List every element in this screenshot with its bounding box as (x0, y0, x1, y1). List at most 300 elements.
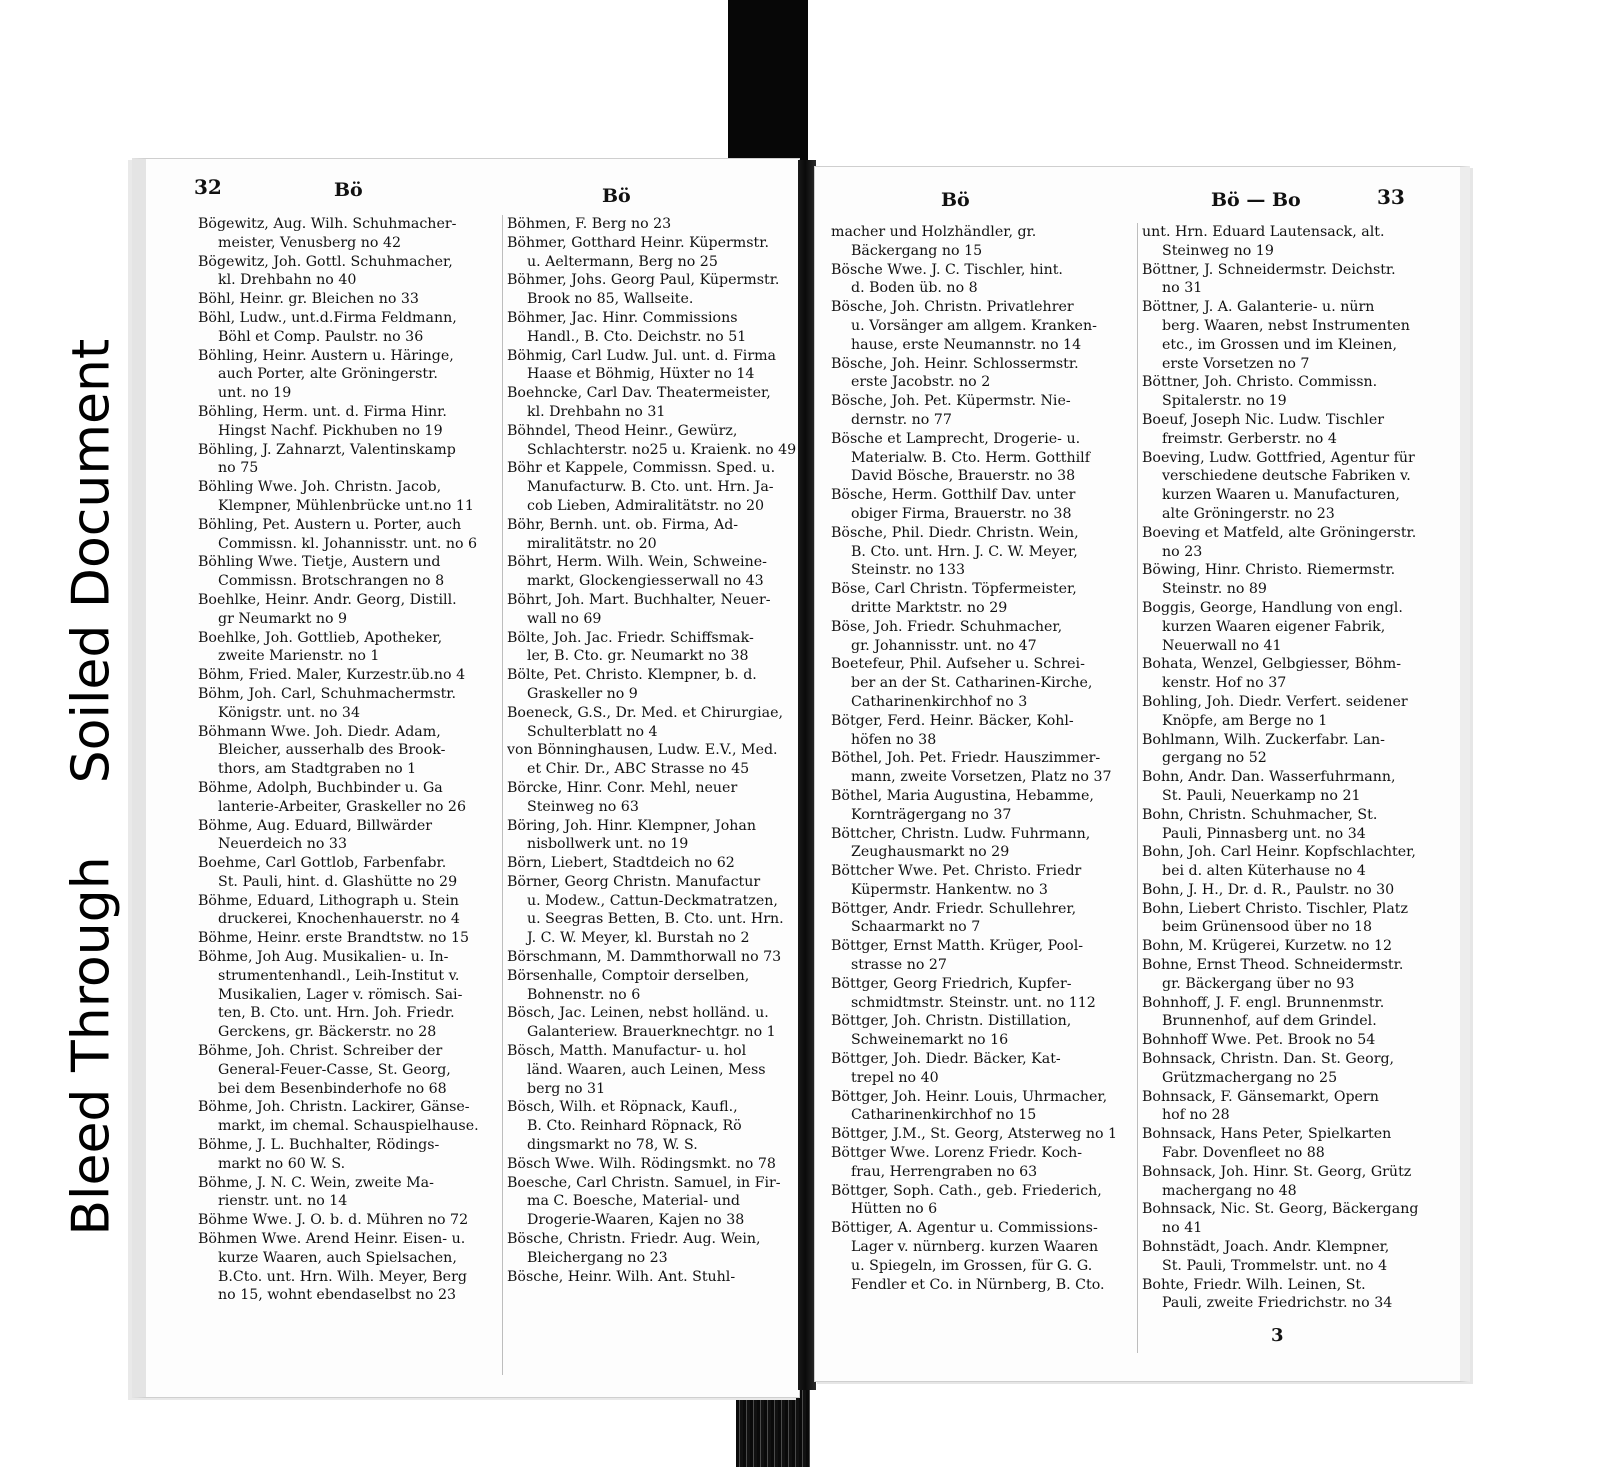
entry-continuation-line: zweite Marienstr. no 1 (218, 648, 380, 665)
directory-entry (507, 967, 800, 1005)
signature-mark: 3 (1271, 1325, 1284, 1346)
entry-name-line: Böhme Wwe. J. O. b. d. Mühren no 72 (198, 1212, 469, 1229)
entry-continuation-line: berg no 31 (527, 1080, 606, 1097)
entry-name-line: Bohling, Joh. Diedr. Verfert. seidener (1142, 693, 1408, 710)
directory-entry (831, 524, 1133, 580)
entry-continuation-line: hause, erste Neumannstr. no 14 (851, 336, 1082, 353)
entry-name-line: Bölte, Pet. Christo. Klempner, b. d. (507, 667, 757, 684)
entry-continuation-line: Graskeller no 9 (527, 685, 638, 702)
left-page (132, 158, 800, 1398)
directory-entry (831, 392, 1133, 430)
directory-entry (507, 666, 800, 704)
directory-entry (831, 1182, 1133, 1220)
entry-continuation-line: trepel no 40 (851, 1069, 939, 1086)
directory-entry (507, 1155, 800, 1174)
entry-continuation-line: Galanteriew. Brauerknechtgr. no 1 (527, 1024, 776, 1041)
directory-entry (1142, 1200, 1443, 1238)
entry-name-line: Böthel, Maria Augustina, Hebamme, (831, 787, 1094, 804)
entry-name-line: Böhme, Joh. Christn. Lackirer, Gänse- (198, 1099, 470, 1116)
entry-name-line: Böttger, Joh. Diedr. Bäcker, Kat- (831, 1051, 1061, 1068)
entry-continuation-line: wall no 69 (527, 610, 602, 627)
entry-name-line: Böhrt, Herm. Wilh. Wein, Schweine- (507, 554, 767, 571)
entry-continuation-line: länd. Waaren, auch Leinen, Mess (527, 1061, 766, 1078)
directory-entry (198, 1211, 498, 1230)
directory-column-4 (1137, 223, 1443, 1353)
directory-entry (198, 929, 498, 948)
entry-continuation-line: Grützmachergang no 25 (1162, 1069, 1338, 1086)
directory-entry (507, 854, 800, 873)
entry-name-line: Böhmer, Gotthard Heinr. Küpermstr. (507, 234, 769, 251)
directory-entry (831, 787, 1133, 825)
entry-name-line: Bohlmann, Wilh. Zuckerfabr. Lan- (1142, 731, 1385, 748)
entry-name-line: Bösch Wwe. Wilh. Rödingsmkt. no 78 (507, 1155, 776, 1172)
entry-continuation-line: Schweinemarkt no 16 (851, 1032, 1009, 1049)
entry-continuation-line: Drogerie-Waaren, Kajen no 38 (527, 1212, 745, 1229)
directory-entry (831, 223, 1133, 261)
directory-entry (1142, 693, 1443, 731)
directory-entry (1142, 731, 1443, 769)
directory-entry (198, 309, 498, 347)
entry-continuation-line: no 31 (1162, 280, 1203, 297)
entry-continuation-line: nisbollwerk unt. no 19 (527, 836, 689, 853)
directory-entry (507, 741, 800, 779)
entry-continuation-line: gr Neumarkt no 9 (218, 610, 348, 627)
directory-entry (198, 854, 498, 892)
directory-entry (1142, 1088, 1443, 1126)
directory-entry (507, 873, 800, 948)
entry-name-line: Bösche, Christn. Friedr. Aug. Wein, (507, 1231, 761, 1248)
entry-continuation-line: dritte Marktstr. no 29 (851, 599, 1008, 616)
bleed-through-text: Bleed Through (61, 856, 122, 1236)
entry-name-line: Böhme, J. N. C. Wein, zweite Ma- (198, 1174, 434, 1191)
entry-continuation-line: no 23 (1162, 543, 1203, 560)
entry-name-line: Böttiger, A. Agentur u. Commissions- (831, 1220, 1098, 1237)
directory-entry (198, 892, 498, 930)
directory-entry (198, 215, 498, 253)
directory-entry (1142, 223, 1443, 261)
entry-continuation-line: no 15, wohnt ebendaselbst no 23 (218, 1287, 457, 1304)
directory-entry (831, 712, 1133, 750)
directory-entry (198, 1174, 498, 1212)
entry-continuation-line: Schulterblatt no 4 (527, 723, 658, 740)
entry-name-line: Böttger, Ernst Matth. Krüger, Pool- (831, 938, 1084, 955)
entry-name-line: Börschmann, M. Dammthorwall no 73 (507, 949, 782, 966)
entry-name-line: Böhling Wwe. Joh. Christn. Jacob, (198, 479, 442, 496)
entry-continuation-line: meister, Venusberg no 42 (218, 234, 401, 251)
entry-continuation-line: frau, Herrengraben no 63 (851, 1163, 1038, 1180)
entry-name-line: Bohnsack, Christn. Dan. St. Georg, (1142, 1051, 1395, 1068)
directory-entry (198, 253, 498, 291)
directory-entry (1142, 900, 1443, 938)
directory-entry (198, 817, 498, 855)
entry-continuation-line: Steinweg no 19 (1162, 242, 1274, 259)
entry-name-line: Böhling, Herm. unt. d. Firma Hinr. (198, 403, 447, 420)
directory-entry (198, 441, 498, 479)
entry-continuation-line: alte Gröningerstr. no 23 (1162, 505, 1335, 522)
directory-entry (1142, 599, 1443, 655)
entry-name-line: Bohne, Ernst Theod. Schneidermstr. (1142, 957, 1404, 974)
entry-name-line: Böse, Carl Christn. Töpfermeister, (831, 581, 1077, 598)
directory-entry (507, 347, 800, 385)
entry-continuation-line: B.Cto. unt. Hrn. Wilh. Meyer, Berg (218, 1268, 467, 1285)
entry-name-line: Boeving et Matfeld, alte Gröningerstr. (1142, 524, 1417, 541)
right-page-number: 33 (1377, 185, 1405, 209)
directory-entry (1142, 1031, 1443, 1050)
entry-continuation-line: strumentenhandl., Leih-Institut v. (218, 967, 460, 984)
entry-continuation-line: auch Porter, alte Gröningerstr. (218, 366, 438, 383)
entry-name-line: Böhm, Joh. Carl, Schuhmachermstr. (198, 685, 457, 702)
entry-name-line: Bohnhoff, J. F. engl. Brunnenmstr. (1142, 994, 1385, 1011)
entry-continuation-line: bei dem Besenbinderhofe no 68 (218, 1080, 447, 1097)
entry-continuation-line: ma C. Boesche, Material- und (527, 1193, 740, 1210)
entry-continuation-line: Gerckens, gr. Bäckerstr. no 28 (218, 1024, 437, 1041)
directory-column-2 (502, 215, 800, 1375)
directory-entry (831, 486, 1133, 524)
directory-entry (507, 384, 800, 422)
directory-entry (507, 459, 800, 515)
entry-name-line: Bohn, M. Krügerei, Kurzetw. no 12 (1142, 938, 1393, 955)
directory-entry (198, 553, 498, 591)
entry-name-line: Bohnstädt, Joach. Andr. Klempner, (1142, 1239, 1390, 1256)
entry-name-line: Boehlke, Joh. Gottlieb, Apotheker, (198, 629, 443, 646)
directory-entry (507, 704, 800, 742)
entry-continuation-line: rienstr. unt. no 14 (218, 1193, 348, 1210)
directory-entry (198, 629, 498, 667)
directory-entry (1142, 1238, 1443, 1276)
entry-continuation-line: kurze Waaren, auch Spielsachen, (218, 1249, 457, 1266)
entry-name-line: Boehncke, Carl Dav. Theatermeister, (507, 385, 771, 402)
entry-name-line: Böttner, J. A. Galanterie- u. nürn (1142, 299, 1375, 316)
entry-continuation-line: Fendler et Co. in Nürnberg, B. Cto. (851, 1276, 1105, 1293)
directory-entry (831, 825, 1133, 863)
entry-continuation-line: Bleicher, ausserhalb des Brook- (218, 742, 446, 759)
directory-entry (507, 215, 800, 234)
entry-continuation-line: machergang no 48 (1162, 1182, 1297, 1199)
directory-entry (1142, 1163, 1443, 1201)
directory-entry (1142, 1050, 1443, 1088)
left-running-head-1: Bö (334, 179, 363, 201)
entry-continuation-line: erste Jacobstr. no 2 (851, 374, 991, 391)
entry-name-line: Bösche, Joh. Heinr. Schlossermstr. (831, 355, 1079, 372)
entry-name-line: Böhling Wwe. Tietje, Austern und (198, 554, 441, 571)
entry-continuation-line: etc., im Grossen und im Kleinen, (1162, 336, 1397, 353)
entry-continuation-line: u. Aeltermann, Berg no 25 (527, 253, 718, 270)
entry-name-line: Böhme, J. L. Buchhalter, Rödings- (198, 1137, 440, 1154)
directory-entry (507, 1174, 800, 1230)
entry-name-line: Boeuf, Joseph Nic. Ludw. Tischler (1142, 411, 1385, 428)
directory-entry (831, 580, 1133, 618)
entry-name-line: Böttner, J. Schneidermstr. Deichstr. (1142, 261, 1396, 278)
entry-name-line: Bösch, Matth. Manufactur- u. hol (507, 1043, 747, 1060)
entry-name-line: Böhme, Eduard, Lithograph u. Stein (198, 892, 459, 909)
entry-continuation-line: Steinstr. no 89 (1162, 581, 1267, 598)
directory-entry (831, 900, 1133, 938)
directory-entry (831, 655, 1133, 711)
entry-name-line: Bölte, Joh. Jac. Friedr. Schiffsmak- (507, 629, 754, 646)
directory-entry (507, 422, 800, 460)
directory-entry (1142, 806, 1443, 844)
entry-continuation-line: Hingst Nachf. Pickhuben no 19 (218, 422, 443, 439)
entry-name-line: Böttger, Georg Friedrich, Kupfer- (831, 975, 1072, 992)
directory-entry (1142, 449, 1443, 524)
directory-entry (831, 975, 1133, 1013)
entry-continuation-line: höfen no 38 (851, 731, 937, 748)
directory-entry (507, 553, 800, 591)
entry-name-line: Böhl, Ludw., unt.d.Firma Feldmann, (198, 309, 457, 326)
entry-continuation-line: J. C. W. Meyer, kl. Burstah no 2 (527, 930, 750, 947)
directory-column-3 (831, 223, 1133, 1353)
right-running-head-1: Bö (941, 189, 970, 211)
directory-entry (1142, 411, 1443, 449)
entry-continuation-line: miralitätstr. no 20 (527, 535, 657, 552)
entry-name-line: Böring, Joh. Hinr. Klempner, Johan (507, 817, 757, 834)
entry-continuation-line: Brook no 85, Wallseite. (527, 291, 694, 308)
entry-continuation-line: Steinweg no 63 (527, 798, 639, 815)
entry-name-line: Boeving, Ludw. Gottfried, Agentur für (1142, 449, 1415, 466)
entry-name-line: Bösche et Lamprecht, Drogerie- u. (831, 430, 1081, 447)
entry-continuation-line: Schlachterstr. no25 u. Kraienk. no 49 (527, 441, 797, 458)
directory-entry (1142, 261, 1443, 299)
entry-continuation-line: Knöpfe, am Berge no 1 (1162, 712, 1328, 729)
entry-continuation-line: markt, Glockengiesserwall no 43 (527, 573, 764, 590)
entry-name-line: Böttger Wwe. Lorenz Friedr. Koch- (831, 1145, 1083, 1162)
entry-continuation-line: Musikalien, Lager v. römisch. Sai- (218, 986, 463, 1003)
directory-entry (507, 1042, 800, 1098)
entry-name-line: Bohn, Joh. Carl Heinr. Kopfschlachter, (1142, 844, 1416, 861)
entry-name-line: Bohn, Andr. Dan. Wasserfuhrmann, (1142, 769, 1396, 786)
entry-continuation-line: Commissn. kl. Johannisstr. unt. no 6 (218, 535, 478, 552)
directory-column-1 (198, 215, 498, 1375)
directory-entry (198, 685, 498, 723)
entry-name-line: Bohn, J. H., Dr. d. R., Paulstr. no 30 (1142, 881, 1395, 898)
entry-continuation-line: u. Vorsänger am allgem. Kranken- (851, 317, 1097, 334)
entry-continuation-line: Spitalerstr. no 19 (1162, 393, 1287, 410)
entry-continuation-line: Zeughausmarkt no 29 (851, 844, 1010, 861)
directory-entry (507, 779, 800, 817)
entry-name-line: Böttger, Joh. Heinr. Louis, Uhrmacher, (831, 1088, 1108, 1105)
entry-continuation-line: Böhl et Comp. Paulstr. no 36 (218, 328, 424, 345)
entry-continuation-line: Materialw. B. Cto. Herm. Gotthilf (851, 449, 1090, 466)
entry-name-line: Böhme, Joh. Christ. Schreiber der (198, 1043, 443, 1060)
entry-continuation-line: no 41 (1162, 1220, 1203, 1237)
entry-continuation-line: cob Lieben, Admiralitätstr. no 20 (527, 497, 765, 514)
entry-name-line: Böhmig, Carl Ludw. Jul. unt. d. Firma (507, 347, 777, 364)
entry-continuation-line: gr. Johannisstr. unt. no 47 (851, 637, 1037, 654)
directory-entry (1142, 956, 1443, 994)
entry-continuation-line: obiger Firma, Brauerstr. no 38 (851, 505, 1072, 522)
directory-entry (507, 1004, 800, 1042)
entry-name-line: Börsenhalle, Comptoir derselben, (507, 967, 750, 984)
entry-name-line: Bögewitz, Aug. Wilh. Schuhmacher- (198, 216, 457, 232)
entry-name-line: Bösche, Herm. Gotthilf Dav. unter (831, 487, 1076, 504)
entry-name-line: Börner, Georg Christn. Manufactur (507, 873, 761, 890)
directory-entry (198, 1230, 498, 1305)
entry-name-line: Böttner, Joh. Christo. Commissn. (1142, 374, 1378, 391)
entry-continuation-line: Pauli, zweite Friedrichstr. no 34 (1162, 1295, 1393, 1312)
entry-continuation-line: Klempner, Mühlenbrücke unt.no 11 (218, 497, 474, 514)
directory-entry (831, 618, 1133, 656)
entry-continuation-line: markt no 60 W. S. (218, 1155, 346, 1172)
entry-continuation-line: Pauli, Pinnasberg unt. no 34 (1162, 825, 1366, 842)
entry-name-line: von Bönninghausen, Ludw. E.V., Med. (507, 742, 778, 759)
directory-entry (198, 1042, 498, 1098)
entry-continuation-line: Bleichergang no 23 (527, 1249, 668, 1266)
entry-name-line: Bösche, Joh. Pet. Küpermstr. Nie- (831, 393, 1071, 410)
entry-continuation-line: u. Spiegeln, im Grossen, für G. G. (851, 1257, 1093, 1274)
entry-name-line: Boehme, Carl Gottlob, Farbenfabr. (198, 855, 447, 872)
entry-continuation-line: kurzen Waaren u. Manufacturen, (1162, 487, 1400, 504)
entry-continuation-line: Bohnenstr. no 6 (527, 986, 641, 1003)
directory-entry (507, 271, 800, 309)
directory-entry (507, 516, 800, 554)
entry-name-line: Boggis, George, Handlung von engl. (1142, 599, 1403, 616)
entry-continuation-line: strasse no 27 (851, 957, 947, 974)
entry-continuation-line: Haase et Böhmig, Hüxter no 14 (527, 366, 755, 383)
entry-continuation-line: gr. Bäckergang über no 93 (1162, 975, 1355, 992)
entry-name-line: Bösche, Phil. Diedr. Christn. Wein, (831, 524, 1079, 541)
entry-continuation-line: verschiedene deutsche Fabriken v. (1162, 468, 1411, 485)
entry-continuation-line: bei d. alten Küterhause no 4 (1162, 863, 1366, 880)
directory-entry (1142, 843, 1443, 881)
entry-continuation-line: kl. Drehbahn no 40 (218, 272, 357, 289)
entry-name-line: Böhr et Kappele, Commissn. Sped. u. (507, 460, 776, 477)
directory-entry (831, 1088, 1133, 1126)
entry-name-line: Böhme, Heinr. erste Brandtstw. no 15 (198, 930, 470, 947)
directory-entry (831, 430, 1133, 486)
entry-name-line: Böhmer, Jac. Hinr. Commissions (507, 309, 738, 326)
entry-continuation-line: hof no 28 (1162, 1107, 1230, 1124)
entry-continuation-line: B. Cto. Reinhard Röpnack, Rö (527, 1118, 742, 1135)
entry-name-line: Böttger, Joh. Christn. Distillation, (831, 1013, 1072, 1030)
entry-name-line: Bohnsack, Joh. Hinr. St. Georg, Grütz (1142, 1163, 1412, 1180)
directory-entry (1142, 994, 1443, 1032)
directory-entry (507, 629, 800, 667)
entry-name-line: Boesche, Carl Christn. Samuel, in Fir- (507, 1174, 781, 1191)
entry-name-line: Bohnsack, F. Gänsemarkt, Opern (1142, 1088, 1379, 1105)
entry-continuation-line: schmidtmstr. Steinstr. unt. no 112 (851, 994, 1096, 1011)
entry-name-line: Böhr, Bernh. unt. ob. Firma, Ad- (507, 516, 739, 533)
entry-name-line: Börn, Liebert, Stadtdeich no 62 (507, 855, 735, 872)
directory-entry (1142, 1276, 1443, 1314)
directory-entry (831, 937, 1133, 975)
entry-continuation-line: Catharinenkirchhof no 15 (851, 1107, 1037, 1124)
directory-entry (831, 355, 1133, 393)
entry-name-line: Bösche, Joh. Christn. Privatlehrer (831, 299, 1074, 316)
directory-entry (507, 1098, 800, 1154)
entry-name-line: Böhling, Heinr. Austern u. Häringe, (198, 347, 454, 364)
soiled-document-label (40, 322, 144, 800)
spine-shadow-top (728, 0, 808, 160)
entry-name-line: Bohata, Wenzel, Gelbgiesser, Böhm- (1142, 656, 1402, 673)
entry-name-line: Böhme, Joh Aug. Musikalien- u. In- (198, 949, 449, 966)
entry-name-line: Böttcher, Christn. Ludw. Fuhrmann, (831, 825, 1091, 842)
entry-continuation-line: Commissn. Brotschrangen no 8 (218, 573, 445, 590)
directory-entry (198, 516, 498, 554)
entry-name-line: Böhmann Wwe. Joh. Diedr. Adam, (198, 723, 441, 740)
entry-continuation-line: St. Pauli, hint. d. Glashütte no 29 (218, 873, 458, 890)
entry-name-line: Böhmen, F. Berg no 23 (507, 216, 672, 232)
directory-entry (198, 1098, 498, 1136)
entry-continuation-line: lanterie-Arbeiter, Graskeller no 26 (218, 798, 466, 815)
directory-entry (198, 666, 498, 685)
directory-entry (831, 1144, 1133, 1182)
soiled-document-text: Soiled Document (61, 338, 122, 784)
directory-entry (831, 1012, 1133, 1050)
entry-name-line: Böhling, Pet. Austern u. Porter, auch (198, 516, 462, 533)
entry-continuation-line: Steinstr. no 133 (851, 562, 965, 579)
directory-entry (1142, 561, 1443, 599)
directory-entry (198, 478, 498, 516)
entry-continuation-line: no 75 (218, 460, 259, 477)
entry-continuation-line: dernstr. no 77 (851, 411, 952, 428)
entry-continuation-line: ten, B. Cto. unt. Hrn. Joh. Friedr. (218, 1005, 455, 1022)
entry-continuation-line: erste Vorsetzen no 7 (1162, 355, 1310, 372)
entry-continuation-line: kurzen Waaren eigener Fabrik, (1162, 618, 1386, 635)
entry-continuation-line: dingsmarkt no 78, W. S. (527, 1137, 698, 1154)
entry-continuation-line: Manufacturw. B. Cto. unt. Hrn. Ja- (527, 479, 774, 496)
entry-name-line: Bösch, Jac. Leinen, nebst holländ. u. (507, 1005, 769, 1022)
directory-entry (1142, 298, 1443, 373)
entry-continuation-line: Lager v. nürnberg. kurzen Waaren (851, 1239, 1099, 1256)
entry-continuation-line: St. Pauli, Neuerkamp no 21 (1162, 787, 1361, 804)
entry-name-line: Böttger, Soph. Cath., geb. Friederich, (831, 1182, 1102, 1199)
entry-name-line: Börcke, Hinr. Conr. Mehl, neuer (507, 779, 738, 796)
entry-name-line: Böhm, Fried. Maler, Kurzestr.üb.no 4 (198, 667, 466, 684)
entry-name-line: Böhme, Adolph, Buchbinder u. Ga (198, 779, 443, 796)
directory-entry (831, 749, 1133, 787)
entry-name-line: Bohte, Friedr. Wilh. Leinen, St. (1142, 1276, 1366, 1293)
directory-entry (507, 817, 800, 855)
entry-continuation-line: Neuerdeich no 33 (218, 836, 347, 853)
directory-entry (198, 347, 498, 403)
entry-continuation-line: unt. no 19 (218, 385, 292, 402)
entry-continuation-line: ler, B. Cto. gr. Neumarkt no 38 (527, 648, 749, 665)
directory-entry (831, 862, 1133, 900)
directory-entry (507, 309, 800, 347)
entry-continuation-line: u. Seegras Betten, B. Cto. unt. Hrn. (527, 911, 784, 928)
directory-entry (1142, 524, 1443, 562)
entry-name-line: Böhme, Aug. Eduard, Billwärder (198, 817, 433, 834)
entry-continuation-line: David Bösche, Brauerstr. no 38 (851, 468, 1076, 485)
directory-entry (1142, 655, 1443, 693)
entry-continuation-line: u. Modew., Cattun-Deckmatratzen, (527, 892, 778, 909)
entry-name-line: Bohnhoff Wwe. Pet. Brook no 54 (1142, 1032, 1376, 1049)
entry-name-line: Böthel, Joh. Pet. Friedr. Hauszimmer- (831, 750, 1101, 767)
left-page-number: 32 (194, 175, 222, 199)
entry-name-line: Böttger, Andr. Friedr. Schullehrer, (831, 900, 1077, 917)
entry-name-line: macher und Holzhändler, gr. (831, 224, 1037, 240)
entry-continuation-line: Brunnenhof, auf dem Grindel. (1162, 1013, 1377, 1030)
directory-entry (831, 261, 1133, 299)
entry-continuation-line: druckerei, Knochenhauerstr. no 4 (218, 911, 460, 928)
entry-continuation-line: Königstr. unt. no 34 (218, 704, 360, 721)
entry-name-line: Böwing, Hinr. Christo. Riemermstr. (1142, 562, 1396, 579)
directory-entry (831, 298, 1133, 354)
entry-name-line: Böhling, J. Zahnarzt, Valentinskamp (198, 441, 456, 458)
directory-entry (198, 403, 498, 441)
entry-continuation-line: Neuerwall no 41 (1162, 637, 1282, 654)
entry-name-line: Bötger, Ferd. Heinr. Bäcker, Kohl- (831, 712, 1074, 729)
bleed-through-label (40, 804, 144, 1288)
directory-entry (831, 1050, 1133, 1088)
directory-entry (198, 723, 498, 779)
entry-name-line: Boeneck, G.S., Dr. Med. et Chirurgiae, (507, 704, 784, 721)
entry-name-line: Boetefeur, Phil. Aufseher u. Schrei- (831, 656, 1085, 673)
entry-continuation-line: Fabr. Dovenfleet no 88 (1162, 1145, 1325, 1162)
directory-entry (1142, 937, 1443, 956)
directory-entry (507, 948, 800, 967)
entry-continuation-line: et Chir. Dr., ABC Strasse no 45 (527, 761, 750, 778)
